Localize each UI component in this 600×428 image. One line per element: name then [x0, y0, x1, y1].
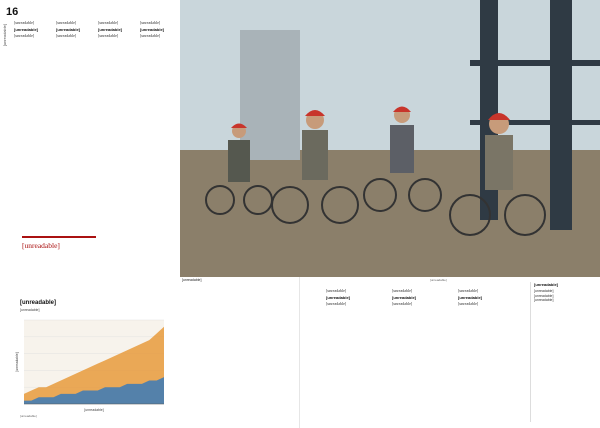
chart-panel — [14, 298, 170, 424]
left-column-1 — [14, 20, 52, 230]
chart-source: [unreadable] — [20, 414, 37, 418]
left-column-4 — [140, 20, 178, 290]
subhead: [unreadable] — [140, 27, 165, 32]
steel-beam — [470, 60, 600, 66]
paragraph: [unreadable] — [14, 20, 35, 25]
left-column-3 — [98, 20, 136, 290]
main-photo — [180, 0, 600, 277]
cyclist-body — [390, 125, 414, 173]
paragraph: [unreadable] — [140, 33, 161, 38]
paragraph: [unreadable] — [326, 301, 347, 306]
subhead: [unreadable] — [14, 27, 39, 32]
sidebar-heading: [unreadable] — [534, 282, 559, 287]
right-sidebar — [530, 282, 598, 422]
paragraph: [unreadable] — [458, 301, 479, 306]
subhead: [unreadable] — [458, 295, 483, 300]
sidebar-item: [unreadable] — [534, 293, 554, 298]
chart-subtitle: [unreadable] — [20, 308, 40, 312]
y-axis-label: [unreadable] — [15, 352, 19, 372]
paragraph: [unreadable] — [14, 33, 35, 38]
page-number-left: 16 — [6, 6, 19, 18]
subhead: [unreadable] — [326, 295, 351, 300]
right-column-2 — [392, 288, 454, 424]
photo-caption: [unreadable] — [182, 278, 202, 282]
paragraph: [unreadable] — [458, 288, 479, 293]
cyclist-body — [302, 130, 328, 180]
left-side-label: [unreadable] — [2, 24, 7, 47]
sidebar-item: [unreadable] — [534, 289, 554, 293]
cyclist-body — [485, 135, 513, 190]
subhead: [unreadable] — [56, 27, 81, 32]
sidebar-item: [unreadable] — [534, 298, 554, 302]
left-column-2 — [56, 20, 94, 230]
subhead: [unreadable] — [98, 27, 123, 32]
pull-quote — [22, 236, 96, 250]
chart-title: [unreadable] — [20, 300, 57, 306]
right-column-1 — [326, 288, 388, 424]
paragraph: [unreadable] — [326, 288, 347, 293]
cyclists-photo-illustration — [180, 0, 600, 277]
paragraph: [unreadable] — [98, 33, 119, 38]
x-axis-label: [unreadable] — [84, 408, 104, 412]
paragraph: [unreadable] — [56, 33, 77, 38]
subhead: [unreadable] — [392, 295, 417, 300]
chart-plot — [14, 316, 170, 412]
paragraph: [unreadable] — [56, 20, 77, 25]
paragraph: [unreadable] — [140, 20, 161, 25]
steel-tower-right — [550, 0, 572, 230]
paragraph: [unreadable] — [98, 20, 119, 25]
paragraph: [unreadable] — [392, 301, 413, 306]
pull-quote-text: [unreadable] — [22, 241, 60, 250]
paragraph: [unreadable] — [392, 288, 413, 293]
right-column-3 — [458, 288, 524, 424]
cyclist-body — [228, 140, 250, 182]
photo-credit: [unreadable] — [430, 278, 447, 282]
